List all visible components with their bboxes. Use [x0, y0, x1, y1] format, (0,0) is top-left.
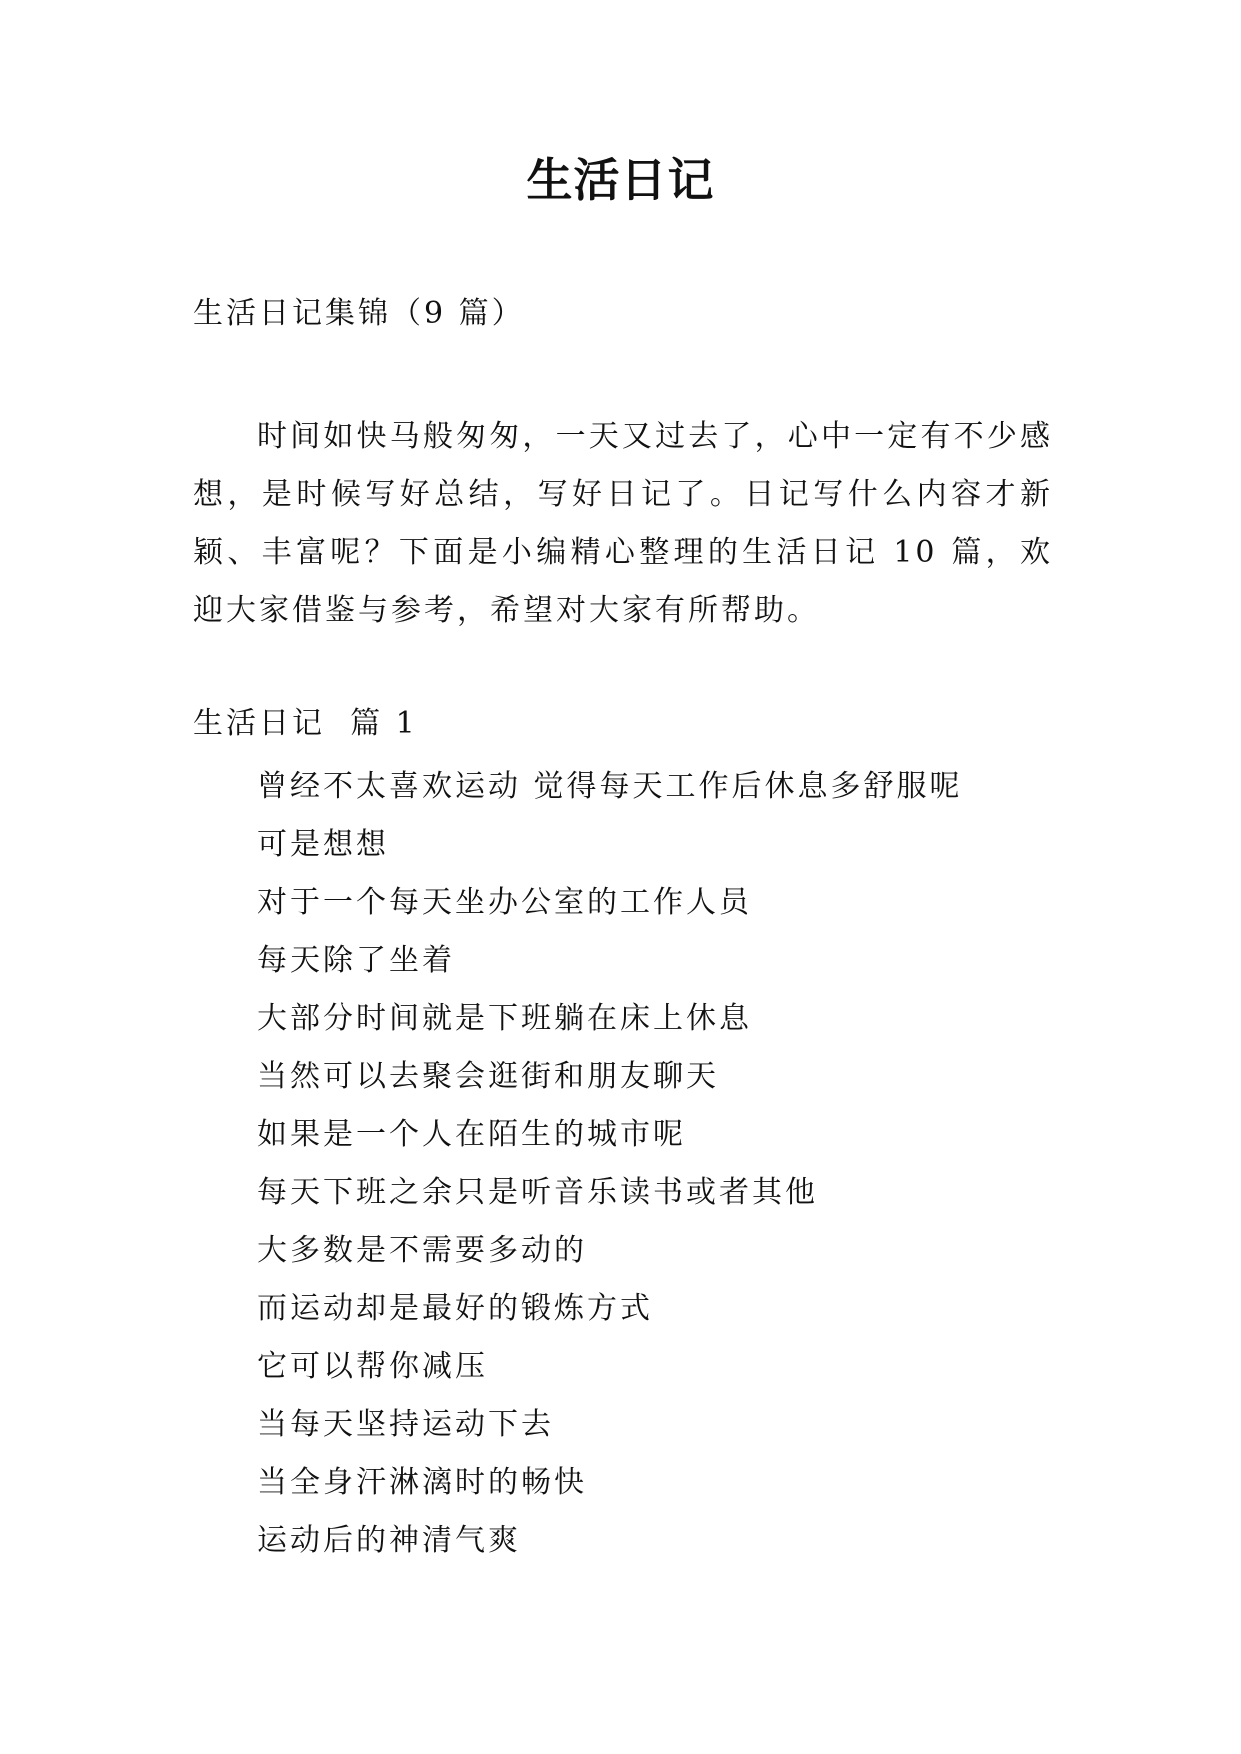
section-heading: 生活日记 篇 1	[193, 706, 418, 741]
diary-lines	[257, 758, 963, 1570]
diary-line: 对于一个每天坐办公室的工作人员	[257, 885, 752, 920]
diary-line: 每天下班之余只是听音乐读书或者其他	[257, 1175, 818, 1210]
document-subtitle: 生活日记集锦（9 篇）	[193, 296, 525, 331]
diary-line: 大部分时间就是下班躺在床上休息	[257, 1001, 752, 1036]
diary-line: 当每天坚持运动下去	[257, 1407, 554, 1442]
intro-paragraph: 时间如快马般匆匆，一天又过去了，心中一定有不少感想，是时候写好总结，写好日记了。日记写什么内容才新颖、丰富呢？下面是小编精心整理的生活日记 10 篇，欢迎大家借鉴与参考，希望对大家有所帮助。	[193, 419, 1053, 628]
diary-line: 运动后的神清气爽	[257, 1523, 521, 1558]
document-title: 生活日记	[526, 153, 715, 207]
diary-line: 曾经不太喜欢运动 觉得每天工作后休息多舒服呢	[257, 769, 963, 804]
diary-line: 当全身汗淋漓时的畅快	[257, 1465, 587, 1500]
diary-line: 大多数是不需要多动的	[257, 1233, 587, 1268]
diary-line: 可是想想	[257, 827, 389, 862]
diary-line: 当然可以去聚会逛街和朋友聊天	[257, 1059, 719, 1094]
diary-line: 每天除了坐着	[257, 943, 455, 978]
diary-line: 它可以帮你减压	[257, 1349, 488, 1384]
diary-line: 如果是一个人在陌生的城市呢	[257, 1117, 686, 1152]
diary-line: 而运动却是最好的锻炼方式	[257, 1291, 653, 1326]
